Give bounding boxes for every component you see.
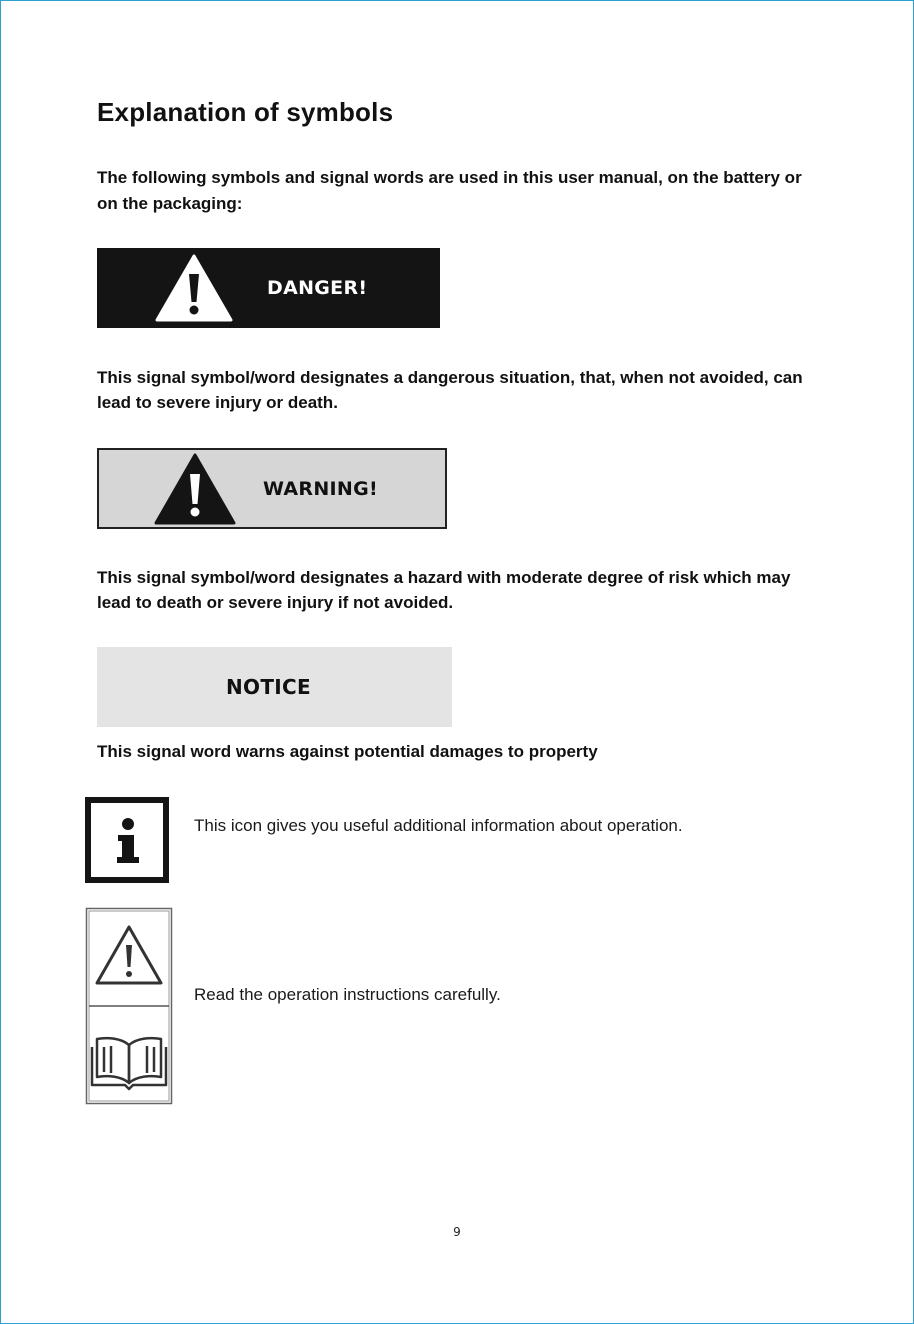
read-instructions-description: Read the operation instructions carefully. <box>194 985 501 1004</box>
notice-label: NOTICE <box>226 675 311 699</box>
page-number: 9 <box>453 1225 461 1239</box>
notice-banner <box>97 647 452 727</box>
warning-triangle-icon <box>153 452 237 526</box>
warning-description: This signal symbol/word designates a hazard with moderate degree of risk which may lead to death or severe injury if not avoided. <box>97 568 791 612</box>
info-icon <box>85 797 169 888</box>
danger-banner <box>97 248 440 328</box>
warning-triangle-icon <box>153 252 235 324</box>
read-instructions-icon <box>85 907 173 1110</box>
danger-label: DANGER! <box>267 277 368 299</box>
info-description: This icon gives you useful additional information about operation. <box>194 816 683 835</box>
notice-description: This signal word warns against potential damages to property <box>97 742 598 761</box>
page-title: Explanation of symbols <box>97 97 394 127</box>
danger-description: This signal symbol/word designates a dangerous situation, that, when not avoided, can lead to severe injury or death. <box>97 368 803 412</box>
intro-text: The following symbols and signal words are used in this user manual, on the battery or on the packaging: <box>97 168 802 213</box>
warning-label: WARNING! <box>263 477 378 500</box>
warning-banner <box>97 448 447 529</box>
